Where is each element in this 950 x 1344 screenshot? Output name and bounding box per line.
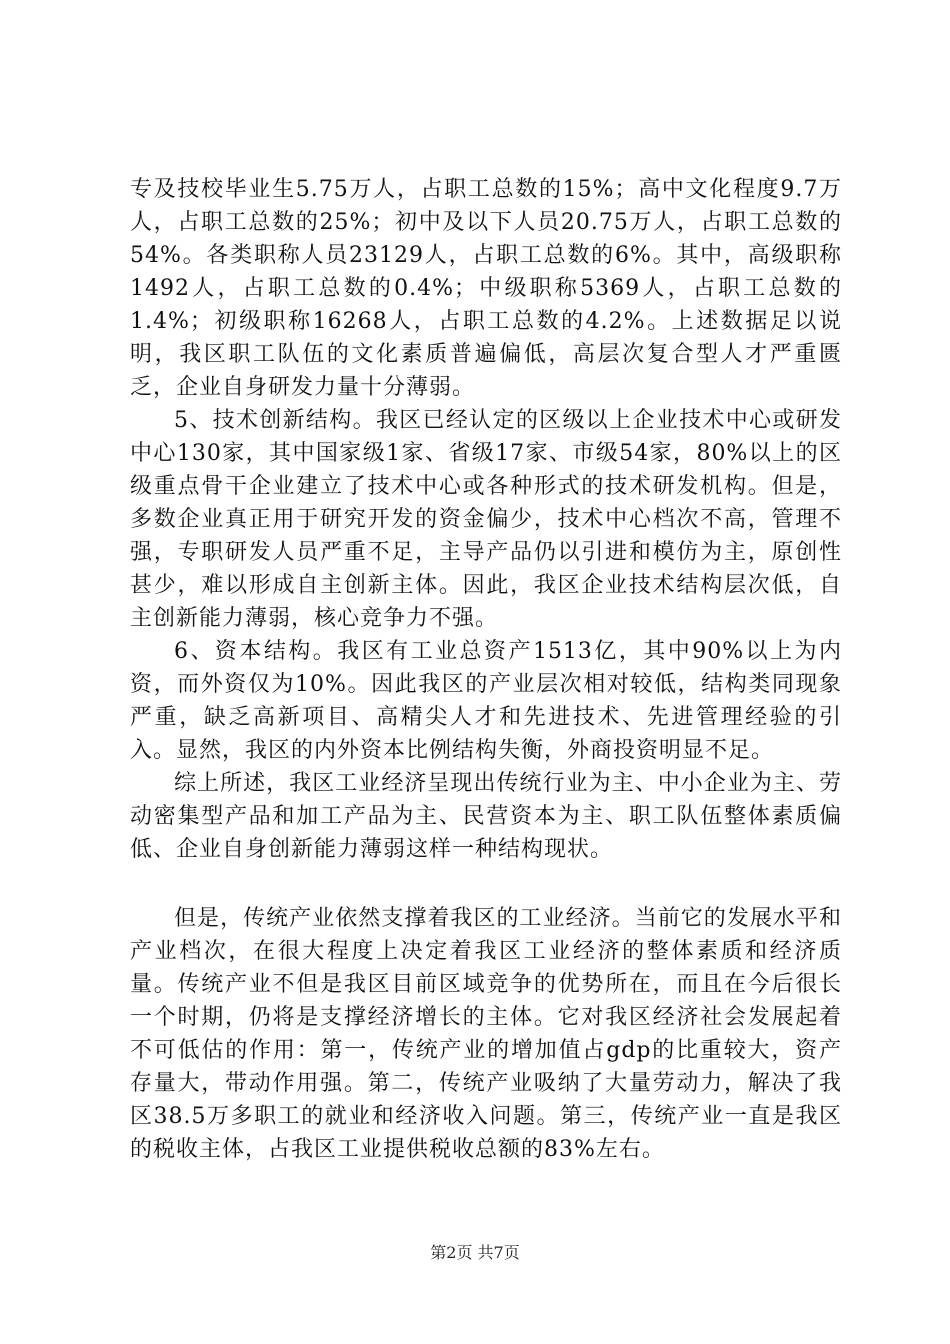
document-body [130,173,842,1166]
paragraph-tech-innovation: 5、技术创新结构。我区已经认定的区级以上企业技术中心或研发中心130家，其中国家级1家、省级17家、市级54家，80%以上的区级重点骨干企业建立了技术中心或各种形式的技术研发机构。但是，多数企业真正用于研究开发的资金偏少，技术中心档次不高，管理不强，专职研发人员严重不足，主导产品仍以引进和模仿为主，原创性甚少，难以形成自主创新主体。因此，我区企业技术结构层次低，自主创新能力薄弱，核心竞争力不强。 [130,408,842,631]
paragraph-gap [130,866,842,902]
paragraph-education-stats: 专及技校毕业生5.75万人，占职工总数的15%；高中文化程度9.7万人，占职工总数的25%；初中及以下人员20.75万人，占职工总数的54%。各类职称人员23129人，占职工总数的6%。其中，高级职称1492人，占职工总数的0.4%；中级职称5369人，占职工总数的1.4%；初级职称16268人，占职工总数的4.2%。上述数据足以说明，我区职工队伍的文化素质普遍偏低，高层次复合型人才严重匮乏，企业自身研发力量十分薄弱。 [130,177,842,400]
page-footer: 第2页 共7页 [430,1243,520,1262]
paragraph-traditional-industry: 但是，传统产业依然支撑着我区的工业经济。当前它的发展水平和产业档次，在很大程度上决定着我区工业经济的整体素质和经济质量。传统产业不但是我区目前区域竞争的优势所在，而且在今后很长一个时期，仍将是支撑经济增长的主体。它对我区经济社会发展起着不可低估的作用：第一，传统产业的增加值占gdp的比重较大，资产存量大，带动作用强。第二，传统产业吸纳了大量劳动力，解决了我区38.5万多职工的就业和经济收入问题。第三，传统产业一直是我区的税收主体，占我区工业提供税收总额的83%左右。 [130,906,842,1162]
paragraph-capital-structure: 6、资本结构。我区有工业总资产1513亿，其中90%以上为内资，而外资仅为10%。因此我区的产业层次相对较低，结构类同现象严重，缺乏高新项目、高精尖人才和先进技术、先进管理经验的引入。显然，我区的内外资本比例结构失衡，外商投资明显不足。 [130,639,842,763]
paragraph-summary: 综上所述，我区工业经济呈现出传统行业为主、中小企业为主、劳动密集型产品和加工产品为主、民营资本为主、职工队伍整体素质偏低、企业自身创新能力薄弱这样一种结构现状。 [130,771,842,862]
